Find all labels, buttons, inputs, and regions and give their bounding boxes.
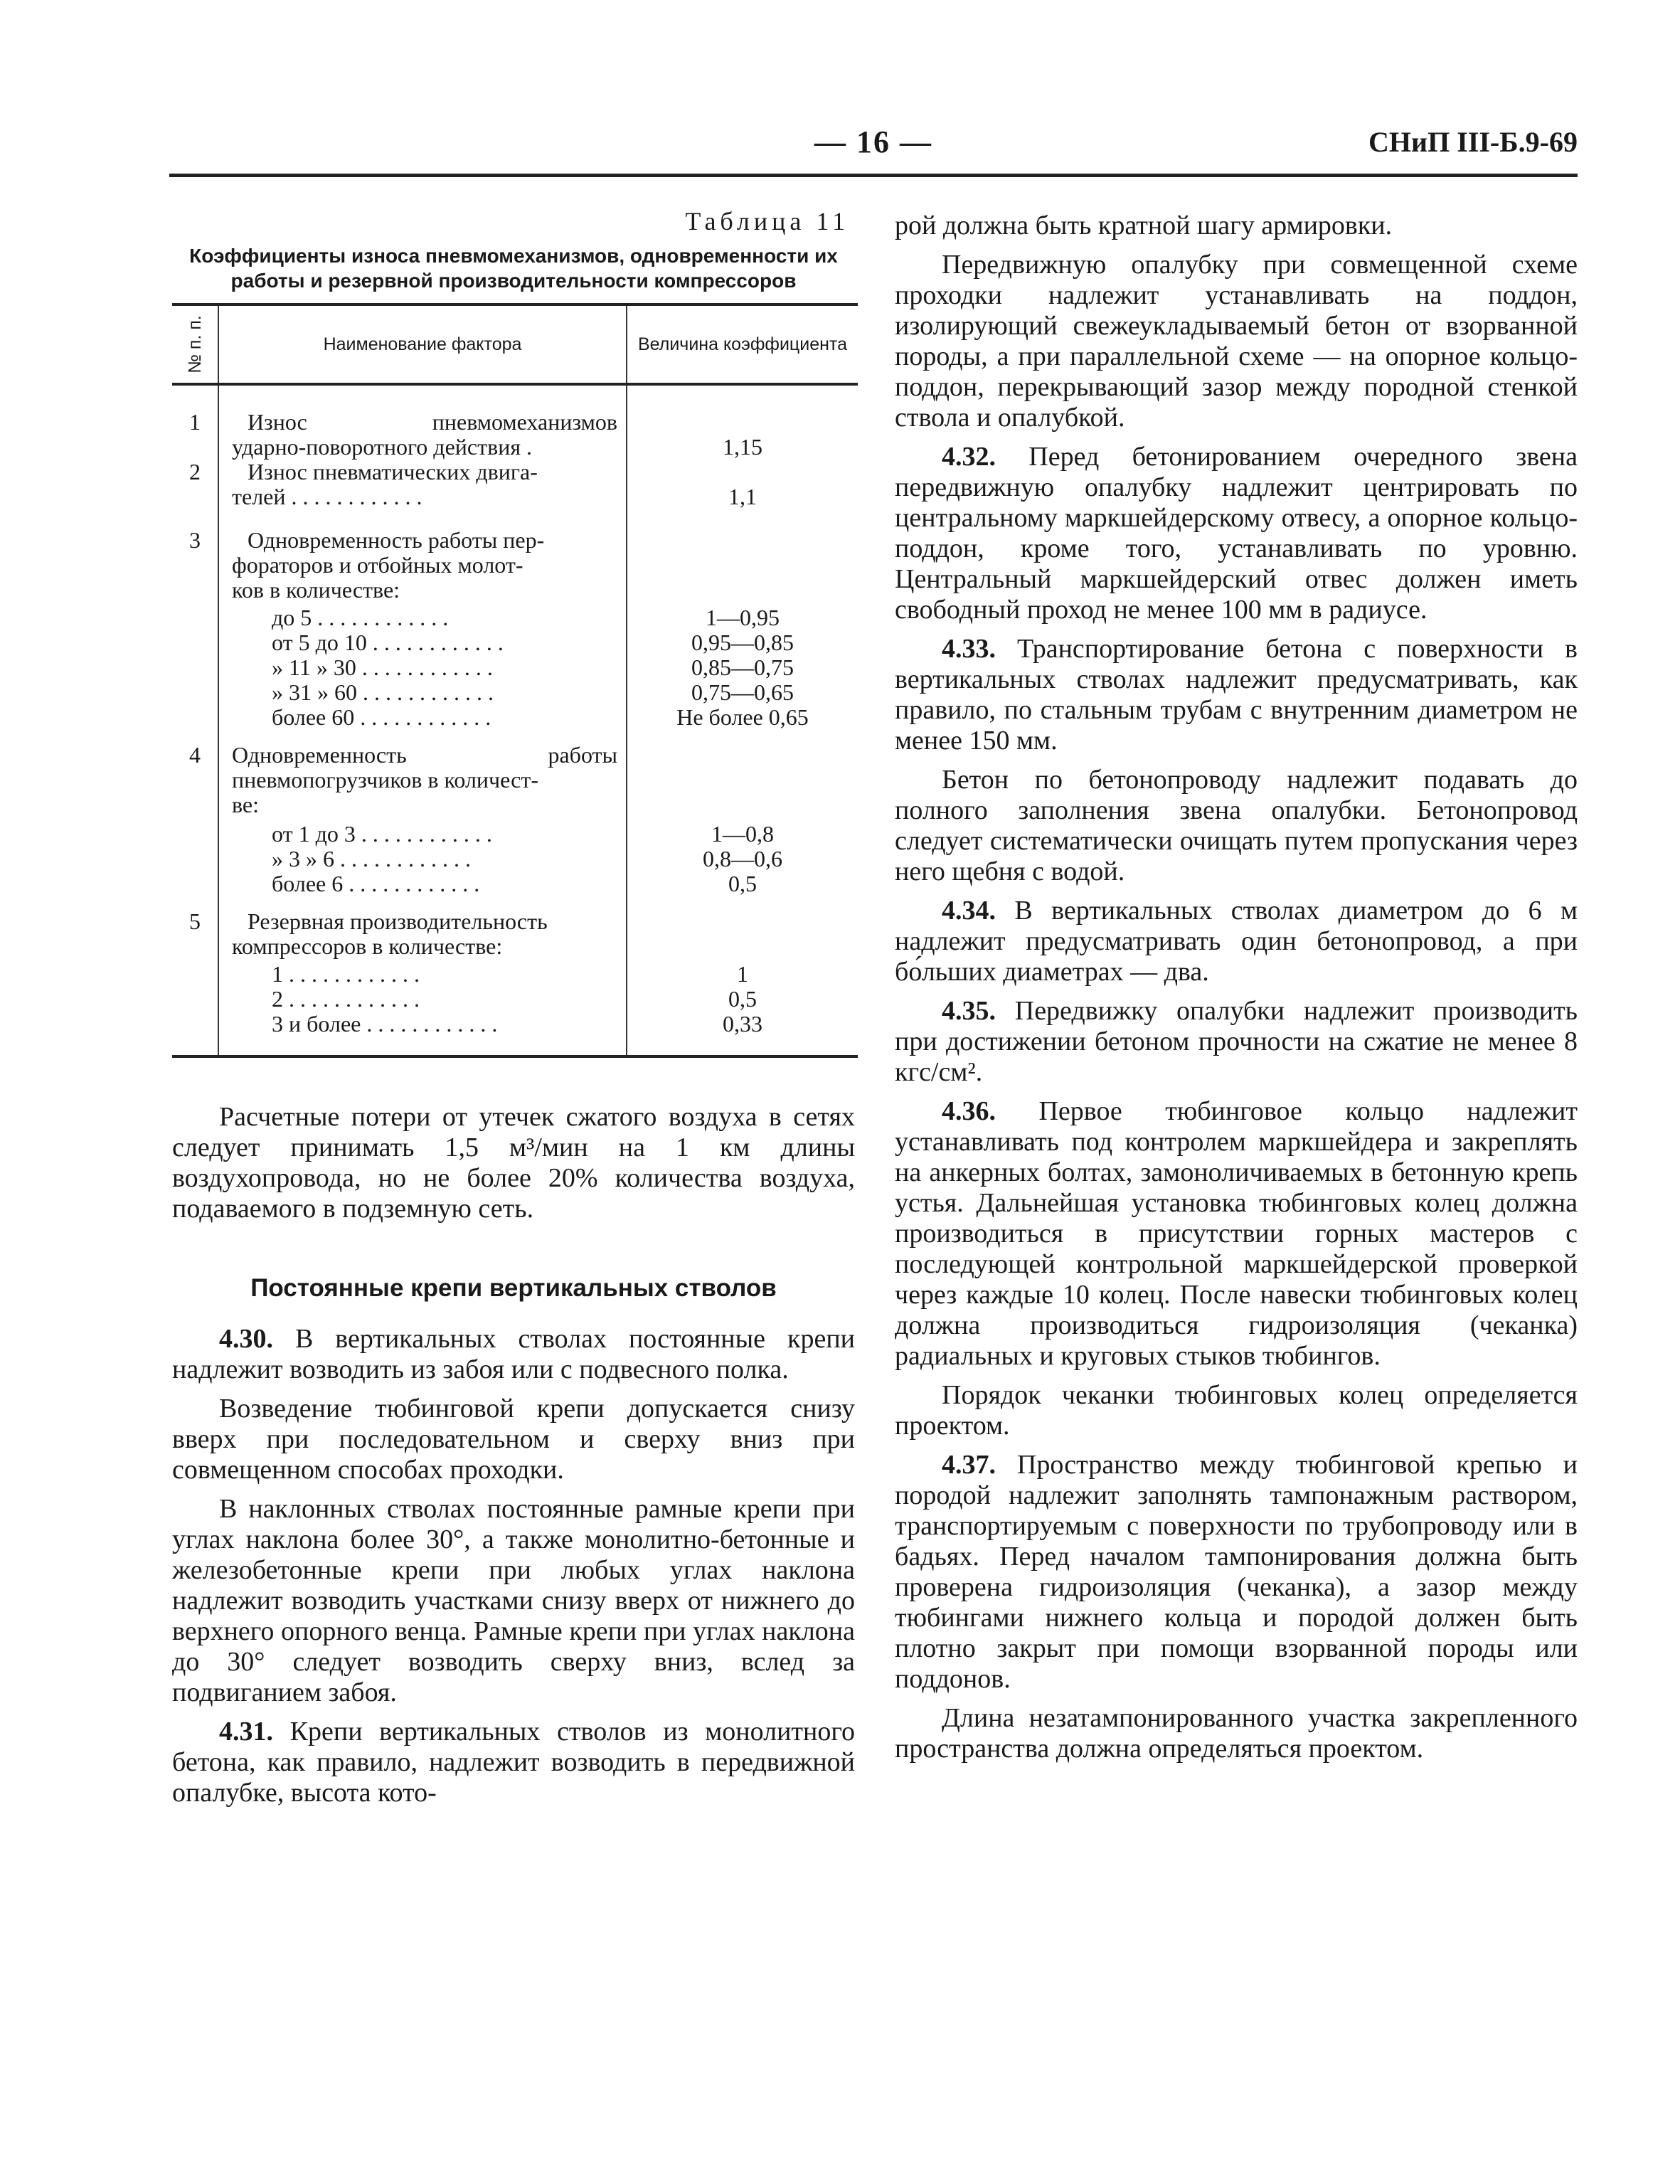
coefficients-table: [172, 303, 858, 1058]
clause-number: 4.31.: [219, 1717, 273, 1746]
coef-value: 0,5: [728, 871, 757, 896]
factor-line: Одновременность работы пер-: [248, 527, 545, 553]
paragraph: Возведение тюбинговой крепи допускается снизу вверх при последовательном и сверху вниз при совмещенном способах проходки.: [172, 1394, 855, 1485]
paragraph: Передвижную опалубку при совмещенной схеме проходки надлежит устанавливать на поддон, изолирующий свежеукладываемый бетон от взорванной породы, а при параллельной схеме — на опорное кольцо-поддон, перекрывающий зазор между породной стенкой ствола и опалубкой.: [895, 250, 1578, 433]
factor-line: компрессоров в количестве:: [232, 933, 503, 959]
clause-number: 4.33.: [942, 634, 996, 664]
factor-line: пневмопогрузчиков в количест-: [232, 767, 538, 793]
document-code: СНиП III-Б.9-69: [1368, 126, 1578, 158]
factor-line: Резервная производительность: [248, 908, 548, 934]
clause-4-37: 4.37. Пространство между тюбинговой крепью и породой надлежит заполнять тампонажным раствором, транспортируемым с поверхности по трубопроводу или в бадьях. Перед началом тампонирования должна быть проверена гидроизоляция (чеканка), а зазор между тюбингами нижнего кольца и породой должен быть плотно закрыт при помощи взорванной породы или поддонов.: [895, 1450, 1578, 1694]
clause-number: 4.37.: [942, 1450, 996, 1480]
page-number: — 16 —: [814, 124, 932, 159]
table-row: 2 Износ пневматических двига- телей . . . 1,1: [172, 460, 858, 509]
coef-value: 0,75—0,65: [691, 679, 794, 705]
table-row: 1 . . . 2 . . . 3 и более . . . 1 0,5 0,33: [172, 959, 858, 1056]
table-header-row: [172, 304, 858, 384]
clause-4-34: 4.34. В вертикальных стволах диаметром до 6 м надлежит предусматривать один бетонопровод, а при бо́льших диаметрах — два.: [895, 896, 1578, 987]
clause-number: 4.30.: [219, 1324, 273, 1354]
clause-4-32: 4.32. Перед бетонированием очередного звена передвижную опалубку надлежит центрировать по центральному маркшейдерскому отвесу, а опорное кольцо-поддон, кроме того, устанавливать по уровню. Центральный маркшейдерский отвес должен иметь свободный проход не менее 100 мм в радиусе.: [895, 442, 1578, 625]
header-value: Величина коэффициента: [627, 304, 858, 384]
table-row: от 1 до 3 . . . » 3 » 6 . . . более 6 . . . 1—0,8 0,8—0,6 0,5: [172, 817, 858, 896]
clause-number: 4.36.: [942, 1096, 996, 1126]
clause-4-31: 4.31. Крепи вертикальных стволов из монолитного бетона, как правило, надлежит возводить в передвижной опалубке, высота кото-: [172, 1717, 856, 1808]
paragraph: В наклонных стволах постоянные рамные крепи при углах наклона более 30°, а также монолитно-бетонные и железобетонные крепи при любых углах наклона надлежит возводить участками снизу вверх от нижнего до верхнего опорного венца. Рамные крепи при углах наклона до 30° следует возводить сверху вниз, вслед за подвиганием забоя.: [172, 1494, 855, 1707]
clause-number: 4.32.: [942, 442, 996, 472]
header-name: Наименование фактора: [218, 304, 627, 384]
paragraph: Бетон по бетонопроводу надлежит подавать до полного заполнения звена опалубки. Бетонопровод следует систематически очищать путем пропускания через него щебня с водой.: [895, 765, 1578, 886]
coef-value: Не более 0,65: [676, 704, 809, 730]
clause-4-33: 4.33. Транспортирование бетона с поверхности в вертикальных стволах надлежит предусматривать, как правило, по стальным трубам с внутренним диаметром не менее 150 мм.: [895, 634, 1578, 756]
clause-number: 4.34.: [942, 896, 996, 926]
clause-4-36: 4.36. Первое тюбинговое кольцо надлежит устанавливать под контролем маркшейдера и закреплять на анкерных болтах, замоноличиваемых в бетонную крепь устья. Дальнейшая установка тюбинговых колец должна производиться в присутствии горных мастеров с последующей контрольной маркшейдерской проверкой через каждые 10 колец. После навески тюбинговых колец должна производиться гидроизоляция (чеканка) радиальных и круговых стыков тюбингов.: [895, 1096, 1578, 1371]
paragraph: Длина незатампонированного участка закрепленного пространства должна определяться проектом.: [895, 1703, 1578, 1764]
coef-value: 1—0,8: [711, 821, 774, 847]
factor-line: ве:: [232, 792, 260, 817]
clause-number: 4.35.: [942, 996, 996, 1026]
factor-line: ков в количестве:: [232, 577, 400, 603]
paragraph-continuation: рой должна быть кратной шагу армировки.: [895, 211, 1393, 240]
air-losses-paragraph: Расчетные потери от утечек сжатого воздуха в сетях следует принимать 1,5 м³/мин на 1 км длины воздухопровода, но не более 20% количества воздуха, подаваемого в подземную сеть.: [172, 1102, 855, 1224]
right-column: [895, 211, 1578, 1764]
factor-line: фораторов и отбойных молот-: [232, 552, 523, 578]
factor-line: Одновременность работы: [232, 742, 617, 768]
factor-line: Износ пневмомеханизмов: [248, 409, 617, 435]
clause-4-35: 4.35. Передвижку опалубки надлежит производить при достижении бетоном прочности на сжатие не менее 8 кгс/см².: [895, 996, 1578, 1087]
factor-line: ударно-поворотного действия .: [232, 434, 533, 460]
table-row: 4 Одновременность работы пневмопогрузчиков в количест- ве:: [172, 730, 858, 817]
table-row: 3 Одновременность работы пер- фораторов и отбойных молот- ков в количестве:: [172, 509, 858, 603]
coef-value: 0,33: [723, 1011, 762, 1037]
left-column: [172, 206, 855, 1808]
coef-value: 1: [737, 961, 748, 987]
section-heading: Постоянные крепи вертикальных стволов: [250, 1274, 777, 1302]
clause-4-30: 4.30. В вертикальных стволах постоянные крепи надлежит возводить из забоя или с подвесного полка.: [172, 1324, 856, 1384]
table-row: 5 Резервная производительность компрессоров в количестве:: [172, 896, 858, 959]
table-row: 1 Износ пневмомеханизмов ударно-поворотного действия . 1,15: [172, 384, 858, 460]
coef-value: 0,95—0,85: [691, 630, 794, 655]
coef-value: 0,5: [728, 986, 757, 1012]
factor-line: телей: [232, 484, 286, 509]
coef-value: 0,85—0,75: [691, 654, 794, 680]
paragraph: Порядок чеканки тюбинговых колец определяется проектом.: [895, 1380, 1578, 1441]
table-row: до 5 . . . от 5 до 10 . . . » 11 » 30 . . . » 31 » 60 . . . более 60 . . . 1—0,95 0,95—0,85 0,85—0,75 0,75—0,65 Не более 0,65: [172, 603, 858, 730]
coef-value: 1,15: [723, 434, 762, 460]
table-caption: Коэффициенты износа пневмомеханизмов, одновременности их работы и резервной производительности компрессоров: [189, 245, 838, 292]
table-number: Таблица 11: [685, 207, 849, 235]
coef-value: 1,1: [728, 484, 757, 509]
factor-line: Износ пневматических двига-: [248, 459, 538, 484]
header-num: № п. п.: [172, 304, 218, 384]
page-header: [169, 114, 1578, 171]
coef-value: 1—0,95: [706, 605, 780, 630]
coef-value: 0,8—0,6: [703, 846, 782, 871]
header-rule: [169, 174, 1578, 177]
